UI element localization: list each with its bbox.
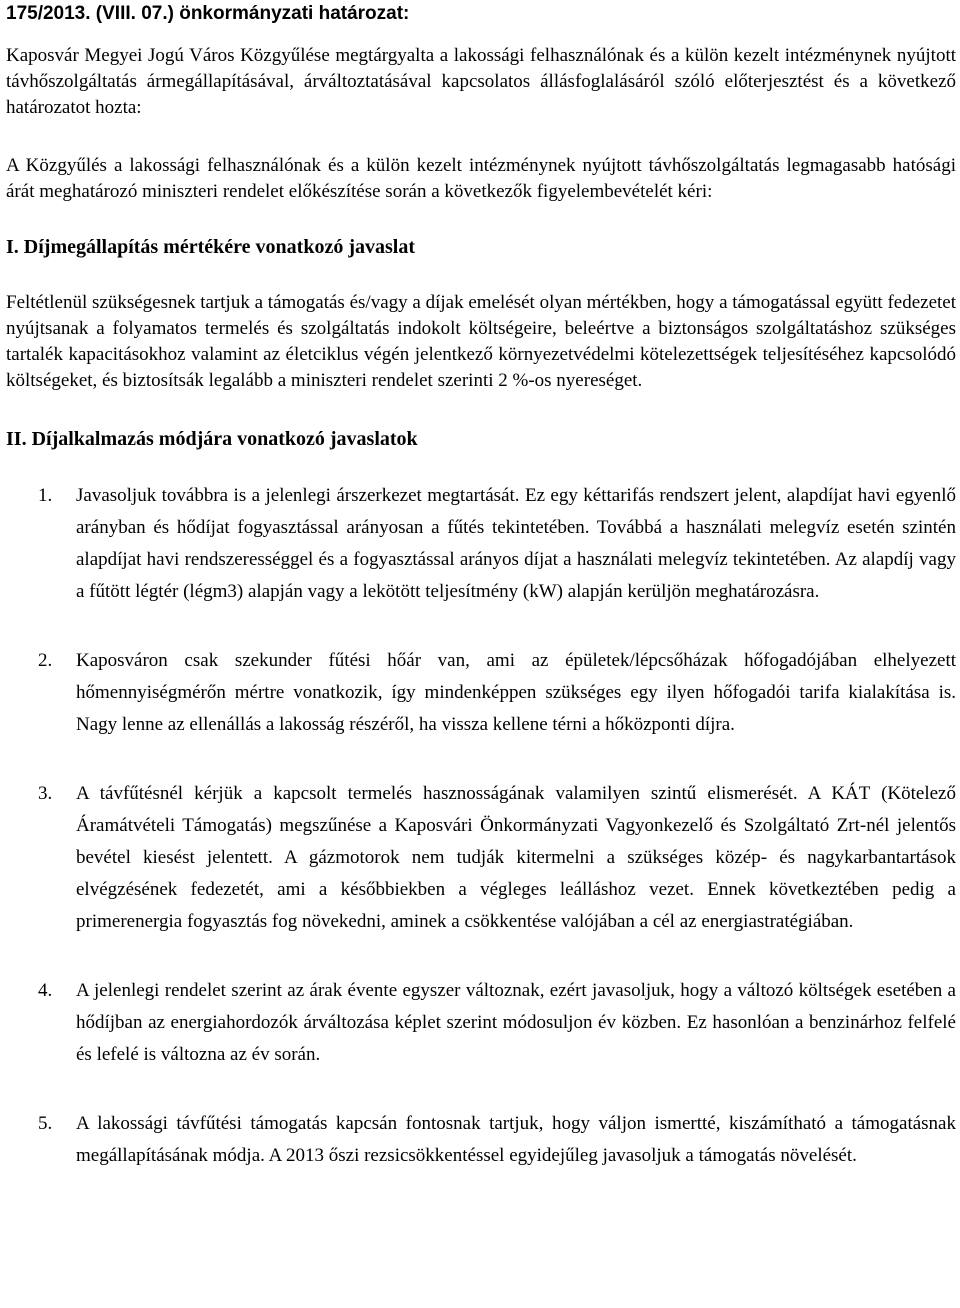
proposal-text: Kaposváron csak szekunder fűtési hőár van, ami az épületek/lépcsőházak hőfogadójában elhelyezett hőmennyiségmérőn mértre vonatkozik, így mindenképpen szükséges egy ilyen hőfogadói tarifa kialakítása is. Nagy lenne az ellenállás a lakosság részéről, ha vissza kellene térni a hőközponti díjra. xyxy=(76,650,956,735)
proposal-item-1 xyxy=(6,480,956,608)
proposal-item-3 xyxy=(6,778,956,938)
intro-paragraph: Kaposvár Megyei Jogú Város Közgyűlése megtárgyalta a lakossági felhasználónak és a külön kezelt intézménynek nyújtott távhőszolgáltatás ármegállapításával, árváltoztatásával kapcsolatos állásfoglalásáról szóló előterjesztést és a következő határozatot hozta: xyxy=(6,45,956,118)
proposal-item-4 xyxy=(6,975,956,1071)
request-paragraph: A Közgyűlés a lakossági felhasználónak és a külön kezelt intézménynek nyújtott távhőszolgáltatás legmagasabb hatósági árát meghatározó miniszteri rendelet előkészítése során a következők figyelembevételét kéri: xyxy=(6,155,956,202)
section-2-heading: II. Díjalkalmazás módjára vonatkozó javaslatok xyxy=(6,428,418,450)
proposal-number: 2. xyxy=(38,650,53,671)
proposal-text: A lakossági távfűtési támogatás kapcsán fontosnak tartjuk, hogy váljon ismertté, kiszámítható a támogatásnak megállapításának módja. A 2013 őszi rezsicsökkentéssel egyidejűleg javasoljuk a támogatás növelését. xyxy=(76,1113,956,1166)
resolution-title: 175/2013. (VIII. 07.) önkormányzati határozat: xyxy=(6,3,410,24)
proposal-item-5 xyxy=(6,1108,956,1172)
proposal-number: 1. xyxy=(38,485,53,506)
proposal-number: 5. xyxy=(38,1113,53,1134)
document-page xyxy=(6,0,956,1209)
proposal-number: 3. xyxy=(38,783,53,804)
section-1-paragraph: Feltétlenül szükségesnek tartjuk a támogatás és/vagy a díjak emelését olyan mértékben, hogy a támogatással együtt fedezetet nyújtsanak a folyamatos termelés és szolgáltatás indokolt költségeire, beleértve a biztonságos szolgáltatáshoz szükséges tartalék kapacitásokhoz valamint az életciklus végén jelentkező környezetvédelmi kötelezettségek teljesítéséhez kapcsolódó költségeket, és biztosítsák legalább a miniszteri rendelet szerinti 2 %-os nyereséget. xyxy=(6,292,956,391)
section-1-heading: I. Díjmegállapítás mértékére vonatkozó javaslat xyxy=(6,236,416,258)
proposal-item-2 xyxy=(6,645,956,741)
proposal-text: A jelenlegi rendelet szerint az árak évente egyszer változnak, ezért javasoljuk, hogy a változó költségek esetében a hődíjban az energiahordozók árváltozása képlet szerint módosuljon év közben. Ez hasonlóan a benzinárhoz felfelé és lefelé is változna az év során. xyxy=(76,980,956,1065)
proposal-number: 4. xyxy=(38,980,53,1001)
proposal-text: A távfűtésnél kérjük a kapcsolt termelés hasznosságának valamilyen szintű elismerését. A KÁT (Kötelező Áramátvételi Támogatás) megszűnése a Kaposvári Önkormányzati Vagyonkezelő és Szolgáltató Zrt-nél jelentős bevétel kiesést jelentett. A gázmotorok nem tudják kitermelni a szükséges közép- és nagykarbantartások elvégzésének fedezetét, ami a későbbiekben a végleges leálláshoz vezet. Ennek következtében pedig a primerenergia fogyasztás fog növekedni, aminek a csökkentése valójában a cél az energiastratégiában. xyxy=(76,783,956,932)
proposal-list xyxy=(6,480,956,1172)
proposal-text: Javasoljuk továbbra is a jelenlegi árszerkezet megtartását. Ez egy kéttarifás rendszert jelent, alapdíjat havi egyenlő arányban és hődíjat fogyasztással arányosan a fűtés tekintetében. Továbbá a használati melegvíz esetén szintén alapdíjat havi rendszerességgel és a fogyasztással arányos díjat a használati melegvíz tekintetében. Az alapdíj vagy a fűtött légtér (légm3) alapján vagy a lekötött teljesítmény (kW) alapján kerüljön meghatározásra. xyxy=(76,485,956,602)
